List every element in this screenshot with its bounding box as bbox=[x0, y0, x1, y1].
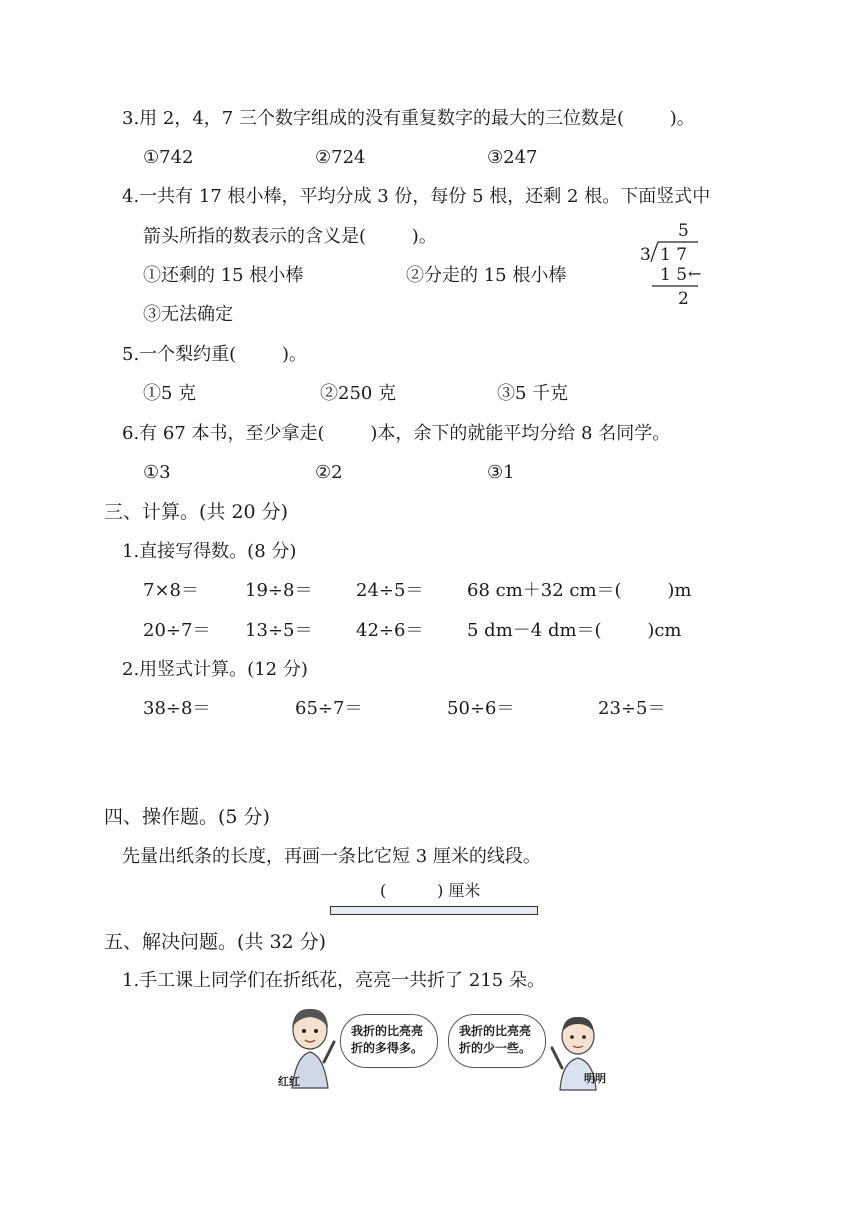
q6-option-2: ②2 bbox=[315, 462, 343, 483]
calc-item: 5 dm－4 dm＝( )cm bbox=[467, 620, 682, 641]
paper-strip bbox=[330, 906, 538, 915]
speech-bubble-right: 我折的比亮亮 折的少一些。 bbox=[448, 1014, 546, 1068]
calc-item: 68 cm＋32 cm＝( )m bbox=[467, 580, 692, 601]
division-product: 1 5 bbox=[660, 265, 688, 285]
q4-stem-line1: 4.一共有 17 根小棒，平均分成 3 份，每份 5 根，还剩 2 根。下面竖式中 bbox=[122, 186, 711, 207]
section-3-title: 三、计算。(共 20 分) bbox=[104, 501, 289, 523]
q4-option-2: ②分走的 15 根小棒 bbox=[406, 265, 567, 286]
speech-bubble-left: 我折的比亮亮 折的多得多。 bbox=[340, 1014, 438, 1068]
division-remainder: 2 bbox=[678, 289, 689, 309]
section-4-instruction: 先量出纸条的长度，再画一条比它短 3 厘米的线段。 bbox=[122, 846, 541, 867]
length-blank: ( ) 厘米 bbox=[380, 881, 481, 900]
name-label-hongHong: 红红 bbox=[278, 1075, 300, 1088]
calc-item: 42÷6＝ bbox=[356, 620, 424, 641]
name-label-mingming: 明明 bbox=[584, 1072, 606, 1085]
section-4-title: 四、操作题。(5 分) bbox=[104, 806, 270, 828]
children-figures bbox=[270, 1000, 620, 1092]
section-5-problem-1: 1.手工课上同学们在折纸花，亮亮一共折了 215 朵。 bbox=[122, 970, 545, 991]
division-divisor: 3 bbox=[640, 245, 651, 265]
q3-option-1: ①742 bbox=[143, 147, 194, 168]
q5-option-2: ②250 克 bbox=[320, 383, 397, 404]
calc-item: 24÷5＝ bbox=[356, 580, 424, 601]
vertical-calc-item: 65÷7＝ bbox=[295, 698, 363, 719]
calc-item: 7×8＝ bbox=[143, 580, 199, 601]
arrow-left-icon: ← bbox=[688, 264, 702, 283]
section-3-part1-title: 1.直接写得数。(8 分) bbox=[122, 541, 297, 562]
section-5-title: 五、解决问题。(共 32 分) bbox=[104, 931, 327, 953]
q4-stem-line2: 箭头所指的数表示的含义是( )。 bbox=[143, 226, 437, 247]
long-division-diagram bbox=[636, 222, 716, 312]
q6-stem: 6.有 67 本书，至少拿走( )本，余下的就能平均分给 8 名同学。 bbox=[122, 423, 671, 444]
division-dividend: 1 7 bbox=[660, 245, 688, 265]
q3-option-3: ③247 bbox=[487, 147, 538, 168]
q6-option-1: ①3 bbox=[143, 462, 171, 483]
calc-item: 19÷8＝ bbox=[245, 580, 313, 601]
q3-option-2: ②724 bbox=[315, 147, 366, 168]
q4-option-1: ①还剩的 15 根小棒 bbox=[143, 265, 304, 286]
calc-item: 20÷7＝ bbox=[143, 620, 211, 641]
vertical-calc-item: 23÷5＝ bbox=[598, 698, 666, 719]
q3-stem: 3.用 2，4，7 三个数字组成的没有重复数字的最大的三位数是( )。 bbox=[122, 108, 695, 129]
q5-stem: 5.一个梨约重( )。 bbox=[122, 344, 307, 365]
division-quotient: 5 bbox=[678, 221, 689, 241]
dialogue-illustration bbox=[270, 1000, 620, 1092]
vertical-calc-item: 38÷8＝ bbox=[143, 698, 211, 719]
section-3-part2-title: 2.用竖式计算。(12 分) bbox=[122, 659, 308, 680]
calc-item: 13÷5＝ bbox=[245, 620, 313, 641]
q5-option-3: ③5 千克 bbox=[497, 383, 569, 404]
q6-option-3: ③1 bbox=[487, 462, 515, 483]
q4-option-3: ③无法确定 bbox=[143, 304, 233, 325]
vertical-calc-item: 50÷6＝ bbox=[447, 698, 515, 719]
q5-option-1: ①5 克 bbox=[143, 383, 197, 404]
